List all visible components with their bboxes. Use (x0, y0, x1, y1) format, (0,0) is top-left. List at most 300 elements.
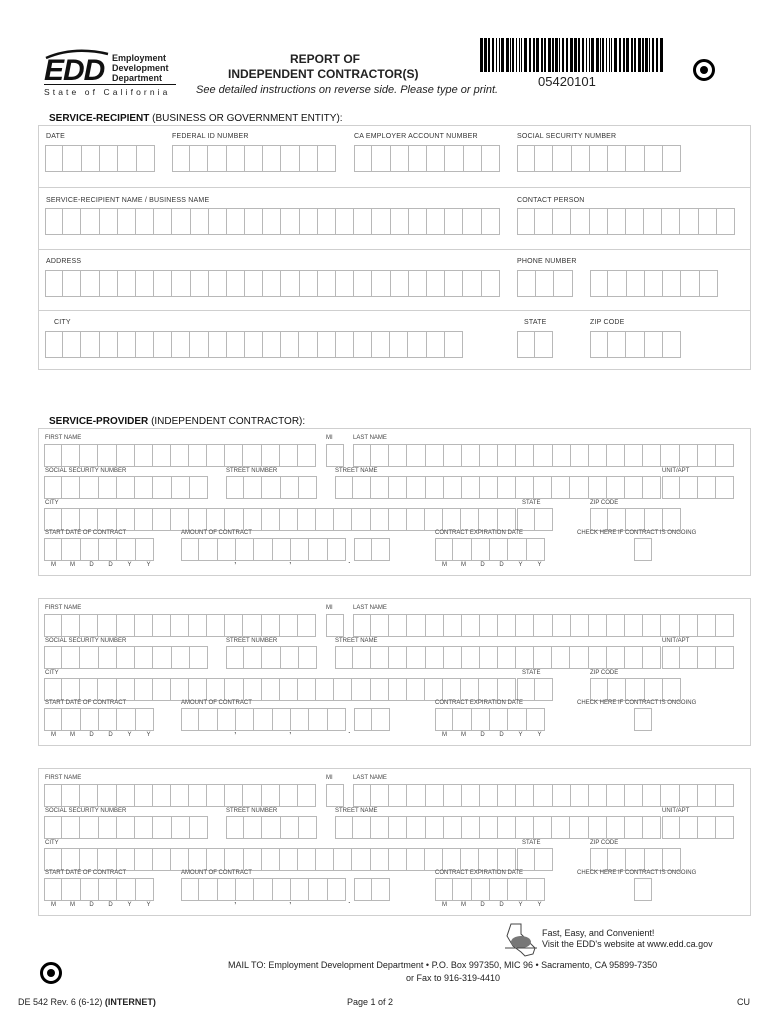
char-box[interactable] (118, 208, 136, 235)
char-box[interactable] (482, 208, 500, 235)
char-box[interactable] (552, 476, 570, 499)
char-box[interactable] (435, 708, 453, 731)
char-box[interactable] (535, 145, 553, 172)
char-box[interactable] (425, 678, 443, 701)
char-box[interactable] (62, 508, 80, 531)
char-box[interactable] (700, 270, 718, 297)
char-box[interactable] (462, 646, 480, 669)
char-box[interactable] (117, 508, 135, 531)
char-box[interactable] (661, 784, 679, 807)
char-box[interactable] (299, 816, 317, 839)
provider-1-amount[interactable] (181, 538, 346, 561)
char-box[interactable] (209, 270, 227, 297)
char-box[interactable] (135, 646, 153, 669)
char-box[interactable] (208, 145, 226, 172)
char-box[interactable] (280, 784, 298, 807)
char-box[interactable] (516, 476, 534, 499)
char-box[interactable] (698, 646, 716, 669)
char-box[interactable] (427, 145, 445, 172)
char-box[interactable] (44, 784, 62, 807)
recipient-name-field[interactable] (45, 208, 500, 235)
char-box[interactable] (663, 331, 681, 358)
char-box[interactable] (645, 678, 663, 701)
char-box[interactable] (553, 444, 571, 467)
char-box[interactable] (44, 678, 62, 701)
char-box[interactable] (516, 646, 534, 669)
provider-2-start-date[interactable] (44, 708, 154, 731)
char-box[interactable] (498, 816, 516, 839)
char-box[interactable] (645, 508, 663, 531)
char-box[interactable] (236, 878, 254, 901)
char-box[interactable] (326, 444, 344, 467)
char-box[interactable] (118, 331, 136, 358)
recipient-city-field[interactable] (45, 331, 463, 358)
char-box[interactable] (263, 270, 281, 297)
char-box[interactable] (698, 444, 716, 467)
char-box[interactable] (44, 614, 62, 637)
char-box[interactable] (625, 646, 643, 669)
char-box[interactable] (698, 816, 716, 839)
char-box[interactable] (244, 646, 262, 669)
char-box[interactable] (353, 784, 371, 807)
char-box[interactable] (190, 145, 208, 172)
char-box[interactable] (280, 444, 298, 467)
char-box[interactable] (472, 878, 490, 901)
char-box[interactable] (336, 270, 354, 297)
char-box[interactable] (716, 816, 734, 839)
char-box[interactable] (136, 538, 154, 561)
char-box[interactable] (153, 614, 171, 637)
char-box[interactable] (608, 331, 626, 358)
char-box[interactable] (191, 208, 209, 235)
char-box[interactable] (281, 270, 299, 297)
char-box[interactable] (117, 678, 135, 701)
char-box[interactable] (262, 816, 280, 839)
char-box[interactable] (62, 444, 80, 467)
char-box[interactable] (554, 270, 573, 297)
char-box[interactable] (444, 444, 462, 467)
char-box[interactable] (227, 145, 245, 172)
char-box[interactable] (318, 270, 336, 297)
provider-2-amount[interactable] (181, 708, 346, 731)
char-box[interactable] (207, 848, 225, 871)
char-box[interactable] (136, 878, 154, 901)
char-box[interactable] (62, 878, 80, 901)
char-box[interactable] (634, 878, 652, 901)
char-box[interactable] (608, 848, 626, 871)
char-box[interactable] (298, 678, 316, 701)
char-box[interactable] (190, 476, 208, 499)
char-box[interactable] (663, 145, 681, 172)
char-box[interactable] (244, 476, 262, 499)
provider-1-zip[interactable] (590, 508, 681, 531)
char-box[interactable] (608, 208, 626, 235)
char-box[interactable] (45, 270, 63, 297)
char-box[interactable] (172, 816, 190, 839)
char-box[interactable] (589, 784, 607, 807)
char-box[interactable] (371, 508, 389, 531)
char-box[interactable] (462, 784, 480, 807)
char-box[interactable] (480, 444, 498, 467)
char-box[interactable] (462, 816, 480, 839)
char-box[interactable] (244, 678, 262, 701)
char-box[interactable] (625, 784, 643, 807)
char-box[interactable] (527, 538, 545, 561)
char-box[interactable] (607, 476, 625, 499)
char-box[interactable] (298, 444, 316, 467)
char-box[interactable] (136, 331, 154, 358)
char-box[interactable] (371, 444, 389, 467)
char-box[interactable] (81, 208, 99, 235)
char-box[interactable] (516, 816, 534, 839)
char-box[interactable] (371, 848, 389, 871)
char-box[interactable] (300, 270, 318, 297)
char-box[interactable] (427, 270, 445, 297)
char-box[interactable] (254, 878, 272, 901)
char-box[interactable] (626, 331, 644, 358)
char-box[interactable] (516, 614, 534, 637)
char-box[interactable] (372, 538, 390, 561)
char-box[interactable] (571, 444, 589, 467)
char-box[interactable] (62, 646, 80, 669)
char-box[interactable] (199, 708, 217, 731)
char-box[interactable] (680, 614, 698, 637)
char-box[interactable] (461, 848, 479, 871)
char-box[interactable] (680, 208, 698, 235)
char-box[interactable] (435, 538, 453, 561)
provider-1-city[interactable] (44, 508, 516, 531)
char-box[interactable] (281, 816, 299, 839)
char-box[interactable] (498, 678, 516, 701)
char-box[interactable] (153, 508, 171, 531)
char-box[interactable] (207, 508, 225, 531)
char-box[interactable] (181, 878, 199, 901)
char-box[interactable] (626, 208, 644, 235)
char-box[interactable] (298, 848, 316, 871)
char-box[interactable] (391, 145, 409, 172)
char-box[interactable] (645, 145, 663, 172)
char-box[interactable] (309, 708, 327, 731)
char-box[interactable] (626, 848, 644, 871)
char-box[interactable] (607, 444, 625, 467)
char-box[interactable] (571, 614, 589, 637)
char-box[interactable] (716, 784, 734, 807)
char-box[interactable] (480, 614, 498, 637)
char-box[interactable] (291, 708, 309, 731)
char-box[interactable] (227, 331, 245, 358)
char-box[interactable] (571, 784, 589, 807)
char-box[interactable] (680, 444, 698, 467)
char-box[interactable] (353, 444, 371, 467)
char-box[interactable] (716, 614, 734, 637)
char-box[interactable] (535, 678, 553, 701)
char-box[interactable] (99, 708, 117, 731)
contact-field[interactable] (517, 208, 735, 235)
char-box[interactable] (335, 646, 353, 669)
char-box[interactable] (172, 270, 190, 297)
char-box[interactable] (353, 614, 371, 637)
char-box[interactable] (426, 784, 444, 807)
char-box[interactable] (99, 816, 117, 839)
char-box[interactable] (117, 878, 135, 901)
char-box[interactable] (498, 646, 516, 669)
char-box[interactable] (199, 538, 217, 561)
char-box[interactable] (316, 848, 334, 871)
char-box[interactable] (44, 848, 62, 871)
char-box[interactable] (389, 678, 407, 701)
char-box[interactable] (189, 678, 207, 701)
char-box[interactable] (553, 145, 571, 172)
char-box[interactable] (445, 331, 463, 358)
char-box[interactable] (490, 878, 508, 901)
char-box[interactable] (426, 646, 444, 669)
char-box[interactable] (62, 708, 80, 731)
provider-3-first-name[interactable] (44, 784, 316, 807)
char-box[interactable] (462, 614, 480, 637)
char-box[interactable] (427, 208, 445, 235)
char-box[interactable] (445, 270, 463, 297)
char-box[interactable] (245, 270, 263, 297)
char-box[interactable] (589, 816, 607, 839)
char-box[interactable] (44, 508, 62, 531)
char-box[interactable] (263, 145, 281, 172)
char-box[interactable] (171, 614, 189, 637)
provider-1-mi[interactable] (326, 444, 344, 467)
char-box[interactable] (281, 208, 299, 235)
char-box[interactable] (508, 538, 526, 561)
char-box[interactable] (243, 614, 261, 637)
char-box[interactable] (63, 270, 81, 297)
char-box[interactable] (100, 145, 118, 172)
char-box[interactable] (354, 878, 372, 901)
char-box[interactable] (498, 848, 516, 871)
char-box[interactable] (625, 614, 643, 637)
char-box[interactable] (453, 708, 471, 731)
provider-2-city[interactable] (44, 678, 516, 701)
char-box[interactable] (608, 508, 626, 531)
char-box[interactable] (498, 476, 516, 499)
char-box[interactable] (371, 646, 389, 669)
provider-3-street-number[interactable] (226, 816, 317, 839)
char-box[interactable] (643, 476, 661, 499)
char-box[interactable] (82, 145, 100, 172)
char-box[interactable] (44, 538, 62, 561)
char-box[interactable] (371, 678, 389, 701)
address-field[interactable] (45, 270, 500, 297)
char-box[interactable] (407, 508, 425, 531)
char-box[interactable] (534, 614, 552, 637)
char-box[interactable] (316, 678, 334, 701)
char-box[interactable] (479, 678, 497, 701)
phone-number-field[interactable] (590, 270, 718, 297)
char-box[interactable] (99, 538, 117, 561)
char-box[interactable] (589, 444, 607, 467)
provider-1-ongoing-checkbox[interactable] (634, 538, 652, 561)
char-box[interactable] (372, 208, 390, 235)
char-box[interactable] (517, 331, 535, 358)
char-box[interactable] (80, 476, 98, 499)
char-box[interactable] (407, 614, 425, 637)
char-box[interactable] (535, 331, 553, 358)
char-box[interactable] (463, 270, 481, 297)
char-box[interactable] (225, 508, 243, 531)
char-box[interactable] (371, 816, 389, 839)
char-box[interactable] (372, 331, 390, 358)
provider-3-zip[interactable] (590, 848, 681, 871)
char-box[interactable] (516, 444, 534, 467)
char-box[interactable] (80, 508, 98, 531)
char-box[interactable] (425, 848, 443, 871)
char-box[interactable] (371, 614, 389, 637)
char-box[interactable] (262, 848, 280, 871)
char-box[interactable] (236, 708, 254, 731)
char-box[interactable] (662, 476, 680, 499)
char-box[interactable] (280, 508, 298, 531)
char-box[interactable] (645, 331, 663, 358)
char-box[interactable] (81, 538, 99, 561)
char-box[interactable] (135, 848, 153, 871)
char-box[interactable] (153, 848, 171, 871)
char-box[interactable] (199, 878, 217, 901)
char-box[interactable] (480, 784, 498, 807)
char-box[interactable] (407, 784, 425, 807)
char-box[interactable] (627, 270, 645, 297)
char-box[interactable] (281, 331, 299, 358)
char-box[interactable] (464, 145, 482, 172)
char-box[interactable] (643, 784, 661, 807)
char-box[interactable] (98, 678, 116, 701)
char-box[interactable] (662, 208, 680, 235)
char-box[interactable] (135, 508, 153, 531)
char-box[interactable] (280, 848, 298, 871)
char-box[interactable] (426, 816, 444, 839)
provider-2-street-name[interactable] (335, 646, 661, 669)
char-box[interactable] (117, 848, 135, 871)
char-box[interactable] (389, 646, 407, 669)
char-box[interactable] (81, 708, 99, 731)
char-box[interactable] (444, 646, 462, 669)
char-box[interactable] (44, 476, 62, 499)
char-box[interactable] (254, 538, 272, 561)
char-box[interactable] (490, 538, 508, 561)
char-box[interactable] (225, 614, 243, 637)
char-box[interactable] (244, 508, 262, 531)
char-box[interactable] (426, 476, 444, 499)
char-box[interactable] (608, 145, 626, 172)
char-box[interactable] (135, 444, 153, 467)
char-box[interactable] (80, 784, 98, 807)
char-box[interactable] (407, 444, 425, 467)
char-box[interactable] (328, 878, 346, 901)
char-box[interactable] (100, 331, 118, 358)
char-box[interactable] (328, 538, 346, 561)
provider-1-state[interactable] (517, 508, 553, 531)
char-box[interactable] (698, 784, 716, 807)
char-box[interactable] (354, 145, 372, 172)
char-box[interactable] (44, 816, 62, 839)
char-box[interactable] (498, 614, 516, 637)
char-box[interactable] (663, 270, 681, 297)
char-box[interactable] (589, 646, 607, 669)
char-box[interactable] (480, 476, 498, 499)
char-box[interactable] (534, 646, 552, 669)
char-box[interactable] (245, 145, 263, 172)
char-box[interactable] (372, 270, 390, 297)
char-box[interactable] (45, 208, 63, 235)
char-box[interactable] (372, 708, 390, 731)
char-box[interactable] (117, 708, 135, 731)
char-box[interactable] (698, 476, 716, 499)
char-box[interactable] (626, 145, 644, 172)
char-box[interactable] (334, 678, 352, 701)
char-box[interactable] (318, 331, 336, 358)
char-box[interactable] (389, 444, 407, 467)
char-box[interactable] (118, 145, 136, 172)
char-box[interactable] (99, 646, 117, 669)
char-box[interactable] (137, 145, 155, 172)
char-box[interactable] (281, 145, 299, 172)
char-box[interactable] (62, 848, 80, 871)
char-box[interactable] (717, 208, 735, 235)
char-box[interactable] (626, 508, 644, 531)
char-box[interactable] (98, 508, 116, 531)
provider-3-street-name[interactable] (335, 816, 661, 839)
char-box[interactable] (661, 444, 679, 467)
fein-field[interactable] (172, 145, 336, 172)
char-box[interactable] (44, 646, 62, 669)
provider-3-expiration[interactable] (435, 878, 545, 901)
char-box[interactable] (335, 816, 353, 839)
char-box[interactable] (536, 270, 555, 297)
char-box[interactable] (352, 508, 370, 531)
provider-1-street-name[interactable] (335, 476, 661, 499)
char-box[interactable] (189, 614, 207, 637)
char-box[interactable] (189, 848, 207, 871)
char-box[interactable] (352, 848, 370, 871)
char-box[interactable] (135, 816, 153, 839)
char-box[interactable] (225, 678, 243, 701)
char-box[interactable] (153, 476, 171, 499)
char-box[interactable] (590, 508, 608, 531)
char-box[interactable] (570, 646, 588, 669)
char-box[interactable] (372, 878, 390, 901)
promo-line2[interactable]: Visit the EDD's website at www.edd.ca.gov (542, 939, 713, 949)
provider-3-amount[interactable] (181, 878, 346, 901)
char-box[interactable] (680, 476, 698, 499)
char-box[interactable] (62, 784, 80, 807)
char-box[interactable] (62, 614, 80, 637)
char-box[interactable] (190, 646, 208, 669)
char-box[interactable] (226, 476, 244, 499)
char-box[interactable] (100, 270, 118, 297)
provider-2-expiration[interactable] (435, 708, 545, 731)
char-box[interactable] (680, 784, 698, 807)
char-box[interactable] (534, 784, 552, 807)
char-box[interactable] (299, 646, 317, 669)
provider-1-ssn[interactable] (44, 476, 208, 499)
char-box[interactable] (262, 614, 280, 637)
char-box[interactable] (80, 444, 98, 467)
char-box[interactable] (661, 614, 679, 637)
char-box[interactable] (680, 816, 698, 839)
char-box[interactable] (663, 508, 681, 531)
char-box[interactable] (80, 646, 98, 669)
char-box[interactable] (45, 331, 63, 358)
char-box[interactable] (171, 444, 189, 467)
char-box[interactable] (98, 444, 116, 467)
char-box[interactable] (389, 476, 407, 499)
char-box[interactable] (472, 538, 490, 561)
